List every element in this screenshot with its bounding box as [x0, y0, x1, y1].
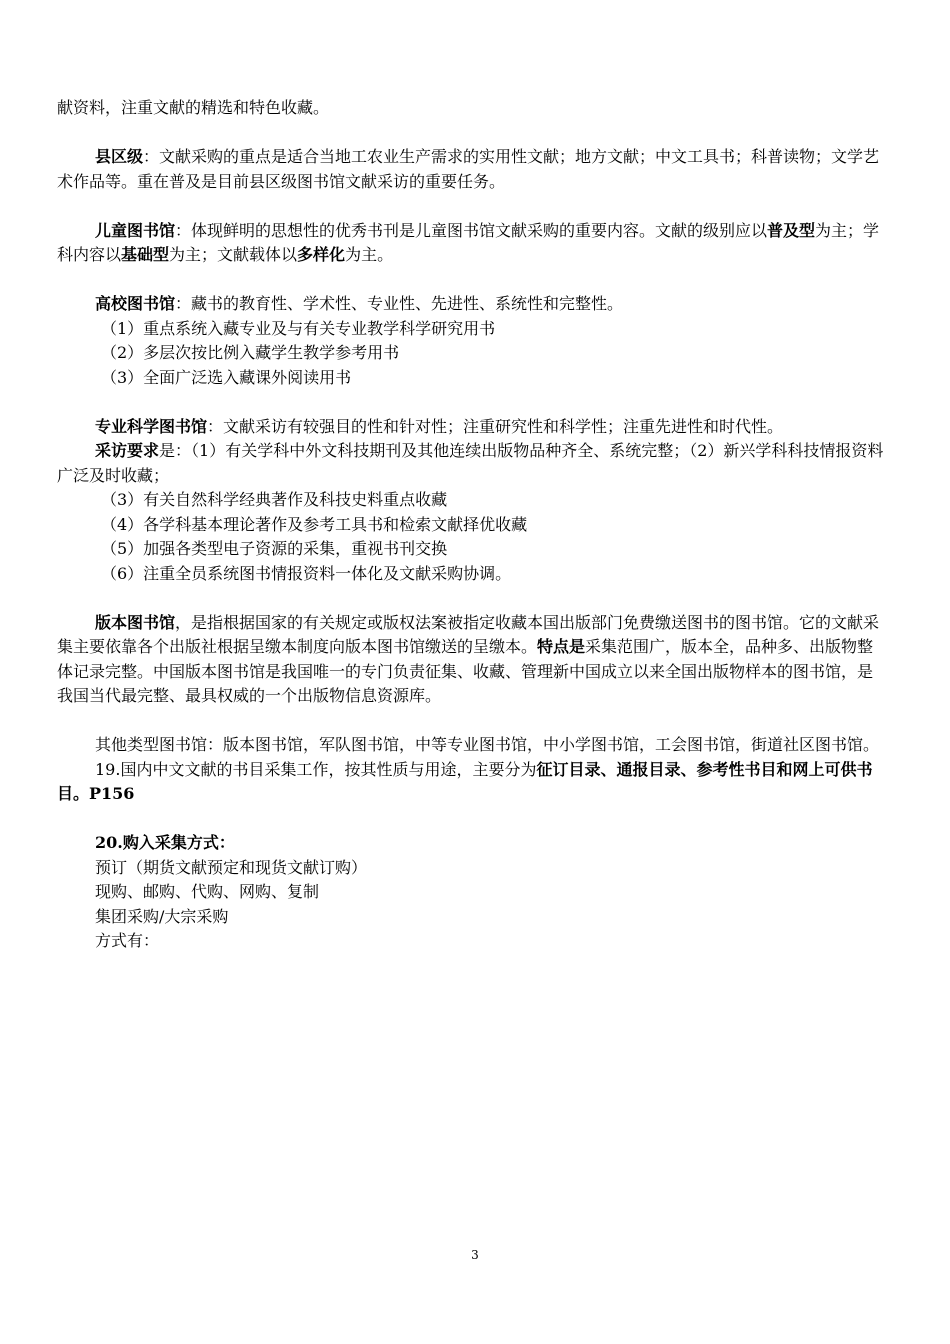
spacer — [57, 268, 887, 293]
spacer — [57, 586, 887, 611]
research-paragraph — [57, 415, 887, 440]
edition-bold: 特点是 — [537, 637, 586, 656]
edition-label: 版本图书馆 — [95, 612, 176, 632]
spacer — [57, 390, 887, 415]
children-text-b: 为主；学科内容以 — [57, 220, 880, 264]
university-item: （1）重点系统入藏专业及与有关专业教学科学研究用书 — [101, 318, 496, 338]
university-item: （3）全面广泛选入藏课外阅读用书 — [101, 367, 352, 387]
edition-text-a: ，是指根据国家的有关规定或版权法案被指定收藏本国出版部门免费缴送图书的图书馆。它的文献采集主要依靠各个出版社根据呈缴本制度向版本图书馆缴送的呈缴本。 — [57, 612, 880, 656]
q20-heading-text: 20.购入采集方式： — [95, 833, 235, 852]
spacer — [57, 807, 887, 832]
requirements-label: 采访要求 — [95, 441, 160, 460]
requirements-text: 是：（1）有关学科中外文科技期刊及其他连续出版物品种齐全、系统完整；（2）新兴学科科技情报资料广泛及时收藏； — [57, 441, 884, 485]
spacer — [57, 709, 887, 734]
children-text-d: 为主。 — [345, 245, 394, 264]
q19-text: 19.国内中文文献的书目采集工作，按其性质与用途，主要分为 — [95, 759, 537, 779]
university-label: 高校图书馆 — [95, 294, 176, 313]
children-label: 儿童图书馆 — [95, 220, 176, 240]
children-text-a: ：体现鲜明的思想性的优秀书刊是儿童图书馆文献采购的重要内容。文献的级别应以 — [175, 220, 768, 240]
spacer — [57, 121, 887, 146]
edition-text-b: 采集范围广，版本全，品种多、出版物整体记录完整。中国版本图书馆是我国唯一的专门负责征集、收藏、管理新中国成立以来全国出版物样本的图书馆，是我国当代最完整、最具权威的一个出版物信息资源库。 — [57, 637, 874, 705]
edition-paragraph — [57, 611, 887, 709]
research-requirements — [57, 439, 887, 488]
q20-item: 方式有： — [95, 931, 160, 950]
research-item: （4）各学科基本理论著作及参考工具书和检索文献择优收藏 — [101, 514, 528, 534]
children-bold-c: 多样化 — [297, 245, 346, 264]
children-bold-b: 基础型 — [121, 245, 170, 264]
university-paragraph — [57, 292, 887, 317]
children-paragraph — [57, 219, 887, 268]
intro-paragraph: 献资料，注重文献的精选和特色收藏。 — [57, 98, 330, 117]
spacer — [57, 194, 887, 219]
q20-item: 预订（期货文献预定和现货文献订购） — [95, 857, 368, 877]
research-item: （6）注重全员系统图书情报资料一体化及文献采购协调。 — [101, 563, 512, 583]
q20-heading — [57, 831, 887, 856]
county-label: 县区级 — [95, 147, 144, 166]
children-text-c: 为主；文献载体以 — [169, 245, 298, 264]
document-page — [57, 96, 887, 954]
other-paragraph: 其他类型图书馆：版本图书馆，军队图书馆，中等专业图书馆，中小学图书馆，工会图书馆，街道社区图书馆。 — [95, 735, 880, 754]
q20-item: 现购、邮购、代购、网购、复制 — [95, 882, 320, 901]
county-text: ：文献采购的重点是适合当地工农业生产需求的实用性文献；地方文献；中文工具书；科普读物；文学艺术作品等。重在普及是目前县区级图书馆文献采访的重要任务。 — [57, 147, 880, 191]
research-text: ：文献采访有较强目的性和针对性；注重研究性和科学性；注重先进性和时代性。 — [207, 416, 784, 436]
children-bold-a: 普及型 — [767, 220, 816, 240]
research-label: 专业科学图书馆 — [95, 416, 208, 436]
q19-paragraph — [57, 758, 887, 807]
q19-bold: 征订目录、通报目录、参考性书目和网上可供书目。P156 — [57, 759, 873, 803]
research-item: （3）有关自然科学经典著作及科技史料重点收藏 — [101, 490, 448, 509]
research-item: （5）加强各类型电子资源的采集，重视书刊交换 — [101, 539, 448, 558]
university-item: （2）多层次按比例入藏学生教学参考用书 — [101, 343, 400, 362]
page-number: 3 — [471, 1248, 479, 1262]
q20-item: 集团采购/大宗采购 — [95, 906, 229, 926]
county-paragraph — [57, 145, 887, 194]
university-text: ：藏书的教育性、学术性、专业性、先进性、系统性和完整性。 — [175, 294, 624, 313]
